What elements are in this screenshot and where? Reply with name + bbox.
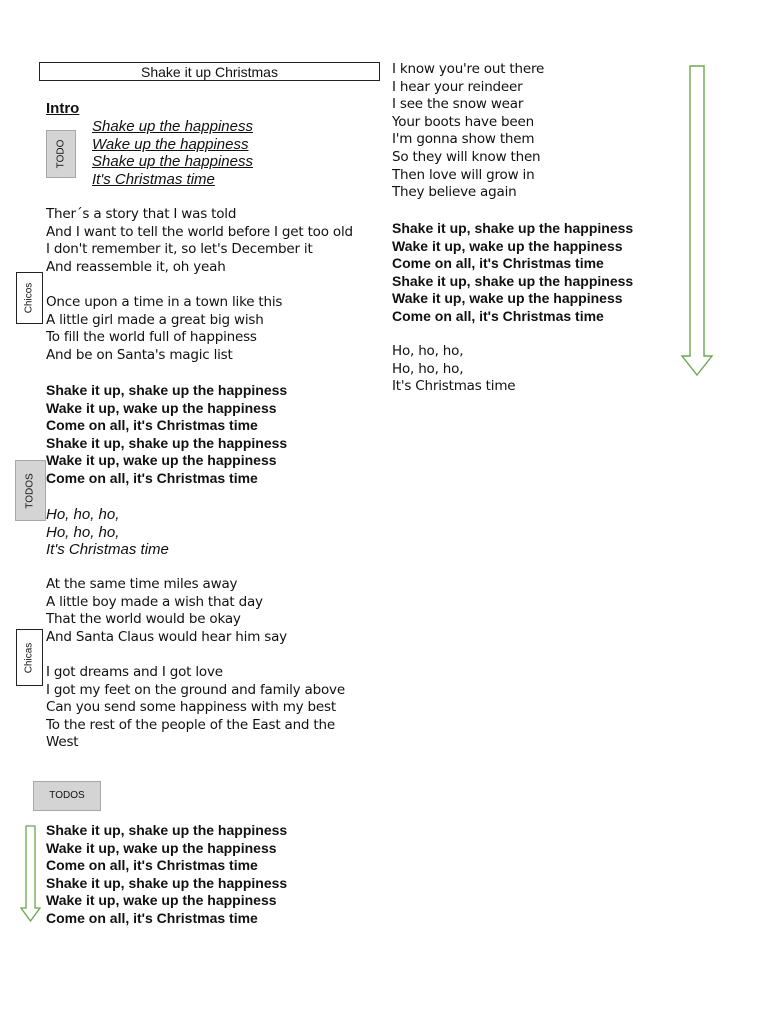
lyric-line: Wake it up, wake up the happiness	[46, 839, 277, 856]
tag-chicos-label: Chicos	[23, 282, 35, 314]
lyric-line: Shake it up, shake up the happiness	[46, 382, 288, 398]
lyric-line: Wake it up, wake up the happiness	[392, 237, 623, 254]
lyric-line: It's Christmas time	[46, 541, 169, 559]
lyric-line: Come on all, it's Christmas time	[392, 307, 604, 324]
lyric-line: Come on all, it's Christmas time	[392, 255, 604, 272]
lyric-line: To fill the world full of happiness	[46, 329, 257, 346]
song-title: Shake it up Christmas	[39, 62, 380, 81]
lyric-line: A little girl made a great big wish	[46, 311, 264, 328]
lyric-line: And I want to tell the world before I get too old	[46, 223, 353, 240]
lyric-line: Come on all, it's Christmas time	[46, 469, 258, 486]
down-arrow-icon	[680, 64, 716, 378]
lyric-line: Wake it up, wake up the happiness	[46, 452, 277, 469]
lyric-line: Shake up the happiness	[92, 118, 253, 135]
lyric-line: Come on all, it's Christmas time	[46, 857, 258, 874]
intro-heading: Intro	[46, 100, 80, 117]
lyric-line: Ho, ho, ho,	[46, 523, 120, 541]
lyric-line: Wake it up, wake up the happiness	[46, 892, 277, 909]
down-arrow-shape	[682, 66, 712, 375]
lyric-line: And Santa Claus would hear him say	[46, 628, 287, 645]
lyric-line: Then love will grow in	[392, 166, 535, 183]
verse-3	[46, 576, 287, 646]
lyric-line: Your boots have been	[392, 113, 534, 130]
lyric-line: So they will know then	[392, 148, 541, 165]
lyric-line: It's Christmas time	[392, 378, 516, 395]
lyric-line: I got my feet on the ground and family above	[46, 681, 345, 698]
verse-4	[46, 664, 345, 752]
tag-chicas	[16, 629, 43, 686]
lyric-line: I know you're out there	[392, 61, 545, 77]
lyric-line: Wake it up, wake up the happiness	[46, 399, 277, 416]
lyric-line: To the rest of the people of the East and the	[46, 716, 335, 733]
lyric-line: Wake it up, wake up the happiness	[392, 290, 623, 307]
lyric-line: Shake up the happiness	[92, 153, 253, 171]
tag-chicos	[16, 272, 43, 324]
lyric-line: I'm gonna show them	[392, 131, 535, 148]
hoho-1	[46, 506, 169, 559]
intro-lyrics	[92, 118, 253, 188]
lyric-line: Ho, ho, ho,	[46, 506, 120, 523]
right-hoho	[392, 343, 515, 396]
lyric-line: Ho, ho, ho,	[392, 360, 464, 377]
tag-todo	[46, 130, 76, 178]
lyric-line: Ho, ho, ho,	[392, 343, 464, 359]
lyric-line: Shake it up, shake up the happiness	[392, 272, 634, 289]
lyric-line: I see the snow wear	[392, 96, 524, 113]
chorus-2	[46, 822, 287, 928]
tag-todos-bottom: TODOS	[33, 781, 101, 811]
tag-chicas-label: Chicas	[23, 642, 35, 673]
lyric-line: Wake up the happiness	[92, 135, 249, 153]
lyric-line: Shake it up, shake up the happiness	[46, 874, 288, 891]
lyric-line: Shake it up, shake up the happiness	[392, 220, 634, 236]
lyric-line: And be on Santa's magic list	[46, 346, 233, 363]
lyric-line: Can you send some happiness with my best	[46, 699, 336, 716]
tag-todos-mid-label: TODOS	[24, 472, 36, 509]
verse-1	[46, 206, 353, 276]
lyric-line: Ther´s a story that I was told	[46, 206, 237, 222]
lyric-line: West	[46, 734, 79, 751]
lyric-line: At the same time miles away	[46, 576, 238, 592]
tag-todos-mid	[15, 460, 46, 521]
right-chorus	[392, 220, 633, 326]
lyric-line: I hear your reindeer	[392, 78, 523, 95]
lyric-line: Shake it up, shake up the happiness	[46, 822, 288, 838]
right-verse	[392, 61, 544, 202]
lyric-line: I don't remember it, so let's December it	[46, 241, 313, 258]
lyric-line: And reassemble it, oh yeah	[46, 258, 226, 275]
verse-2	[46, 294, 282, 364]
lyric-line: Once upon a time in a town like this	[46, 294, 283, 310]
lyric-line: They believe again	[392, 184, 517, 201]
lyric-line: I got dreams and I got love	[46, 664, 223, 680]
chorus-1	[46, 382, 287, 488]
down-arrow-small-icon	[20, 824, 42, 924]
down-arrow-small-shape	[21, 826, 40, 921]
lyric-line: That the world would be okay	[46, 611, 241, 628]
lyric-line: It's Christmas time	[92, 170, 215, 188]
lyric-line: A little boy made a wish that day	[46, 593, 263, 610]
lyric-line: Shake it up, shake up the happiness	[46, 434, 288, 451]
tag-todo-label: TODO	[55, 139, 66, 169]
lyric-line: Come on all, it's Christmas time	[46, 909, 258, 926]
lyric-line: Come on all, it's Christmas time	[46, 417, 258, 434]
